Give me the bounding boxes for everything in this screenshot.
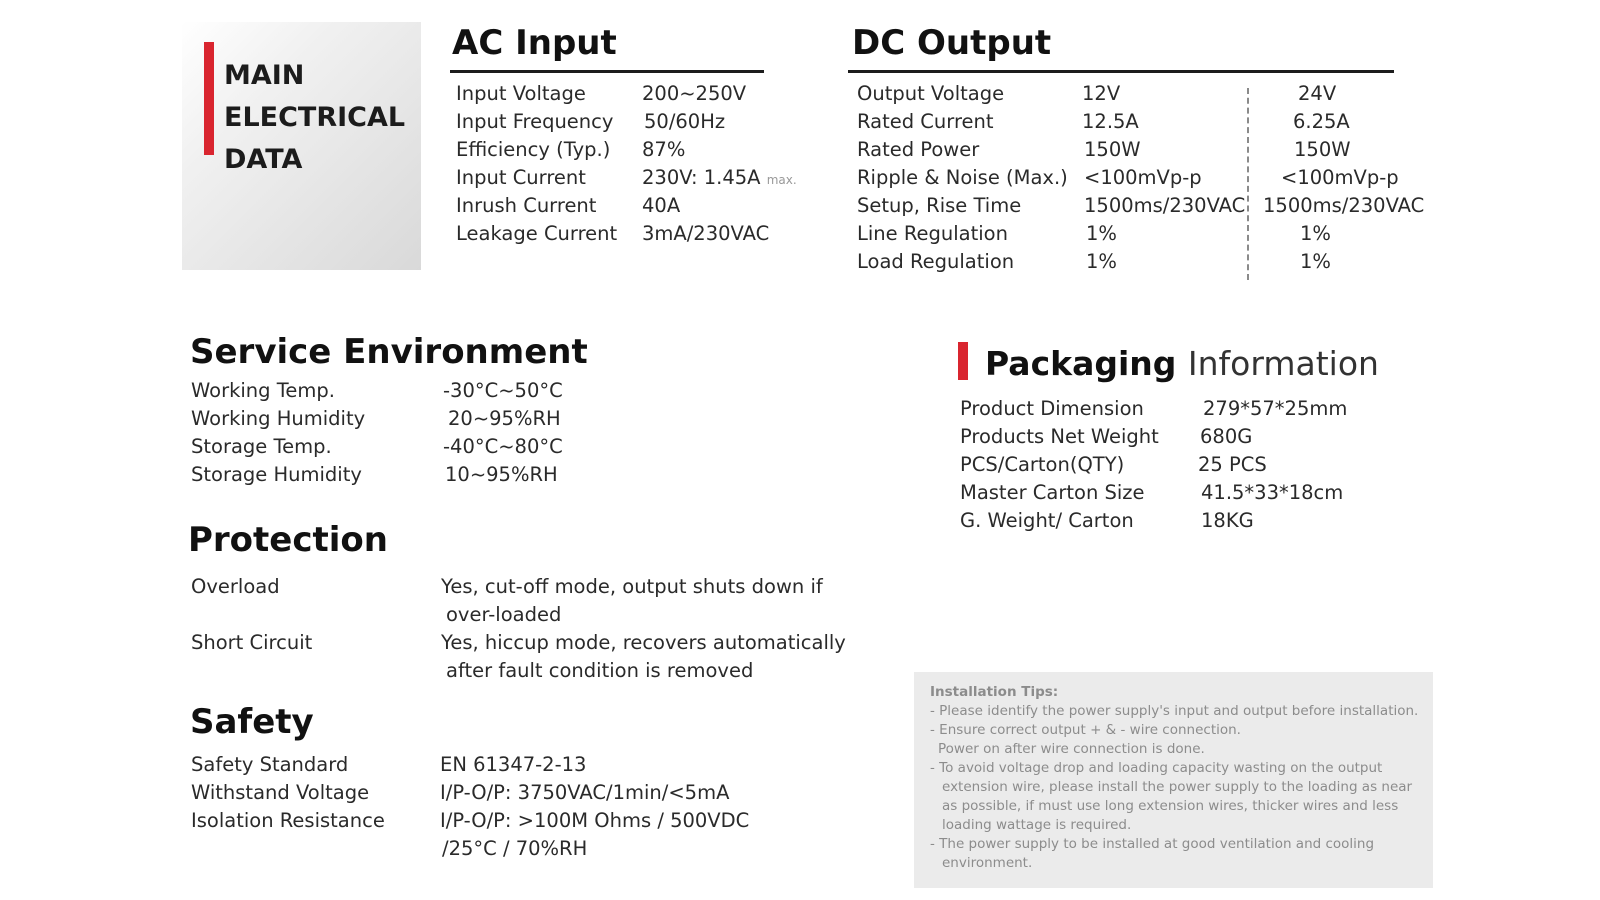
tip-line: - To avoid voltage drop and loading capacity wasting on the output bbox=[930, 760, 1383, 776]
row-value: 680G bbox=[1200, 425, 1253, 448]
tip-line: loading wattage is required. bbox=[942, 817, 1132, 833]
row-value bbox=[642, 168, 797, 188]
tips-title: Installation Tips: bbox=[930, 684, 1059, 700]
row-value: I/P-O/P: 3750VAC/1min/<5mA bbox=[440, 781, 730, 804]
value-12v: 1% bbox=[1086, 222, 1117, 245]
row-value: EN 61347-2-13 bbox=[440, 753, 587, 776]
row-value: after fault condition is removed bbox=[446, 659, 754, 682]
tip-line: - The power supply to be installed at good ventilation and cooling bbox=[930, 836, 1375, 852]
tip-line: - Please identify the power supply's input and output before installation. bbox=[930, 703, 1419, 719]
tip-line: - Ensure correct output + & - wire connection. bbox=[930, 722, 1241, 738]
row-label: Input Frequency bbox=[456, 110, 614, 133]
value-12v: <100mVp-p bbox=[1084, 166, 1202, 189]
packaging-table bbox=[960, 399, 1400, 539]
value-24v: 1500ms/230VAC bbox=[1263, 194, 1425, 217]
row-value: 25 PCS bbox=[1198, 453, 1267, 476]
row-label: Safety Standard bbox=[191, 753, 349, 776]
service-environment-table bbox=[191, 381, 611, 491]
row-label: Rated Current bbox=[857, 110, 994, 133]
ac-input-title: AC Input bbox=[452, 23, 617, 63]
row-label: Setup, Rise Time bbox=[857, 194, 1022, 217]
row-label: Output Voltage bbox=[857, 82, 1005, 105]
row-label: Inrush Current bbox=[456, 194, 597, 217]
row-value: over-loaded bbox=[446, 603, 562, 626]
row-label: Isolation Resistance bbox=[191, 809, 385, 832]
row-value: 3mA/230VAC bbox=[642, 222, 770, 245]
row-label: Line Regulation bbox=[857, 222, 1008, 245]
protection-table bbox=[191, 577, 851, 687]
row-label: Withstand Voltage bbox=[191, 781, 370, 804]
dc-output-table bbox=[857, 84, 1437, 284]
tip-line: as possible, if must use long extension wires, thicker wires and less bbox=[942, 798, 1399, 814]
packaging-title-bold: Packaging bbox=[985, 344, 1177, 383]
tip-line: environment. bbox=[942, 855, 1033, 871]
row-value: 200~250V bbox=[642, 82, 747, 105]
tip-line: extension wire, please install the power supply to the loading as near bbox=[942, 779, 1413, 795]
dc-output-title: DC Output bbox=[852, 23, 1052, 63]
dc-output-rule bbox=[848, 70, 1394, 73]
input-current-value: 230V: 1.45A bbox=[642, 166, 761, 189]
value-24v: 150W bbox=[1294, 138, 1351, 161]
main-box-line: DATA bbox=[224, 144, 303, 175]
row-label: Working Temp. bbox=[191, 379, 335, 402]
value-12v: 12V bbox=[1082, 82, 1121, 105]
ac-input-rule bbox=[450, 70, 764, 73]
row-label: Products Net Weight bbox=[960, 425, 1159, 448]
max-note: max. bbox=[766, 173, 797, 187]
ac-input-table bbox=[456, 84, 816, 254]
value-12v: 150W bbox=[1084, 138, 1141, 161]
main-electrical-data-box bbox=[182, 22, 421, 270]
value-24v: 1% bbox=[1300, 250, 1331, 273]
tip-line: Power on after wire connection is done. bbox=[938, 741, 1205, 757]
row-label: Storage Temp. bbox=[191, 435, 332, 458]
row-value: Yes, hiccup mode, recovers automatically bbox=[441, 631, 846, 654]
row-label: Leakage Current bbox=[456, 222, 618, 245]
value-24v: 6.25A bbox=[1293, 110, 1350, 133]
row-value: 279*57*25mm bbox=[1203, 397, 1348, 420]
row-label: Working Humidity bbox=[191, 407, 366, 430]
row-label: Input Voltage bbox=[456, 82, 586, 105]
accent-bar bbox=[204, 42, 214, 155]
row-value: I/P-O/P: >100M Ohms / 500VDC bbox=[440, 809, 750, 832]
row-value: 87% bbox=[642, 138, 686, 161]
row-value: 18KG bbox=[1201, 509, 1254, 532]
row-value: 40A bbox=[642, 194, 681, 217]
row-label: Storage Humidity bbox=[191, 463, 362, 486]
value-12v: 12.5A bbox=[1082, 110, 1139, 133]
row-label: Master Carton Size bbox=[960, 481, 1145, 504]
row-value: Yes, cut-off mode, output shuts down if bbox=[441, 575, 823, 598]
value-12v: 1% bbox=[1086, 250, 1117, 273]
value-24v: <100mVp-p bbox=[1281, 166, 1399, 189]
safety-table bbox=[191, 755, 811, 865]
row-value: /25°C / 70%RH bbox=[442, 837, 588, 860]
row-value: -40°C~80°C bbox=[443, 435, 563, 458]
row-value: 10~95%RH bbox=[445, 463, 558, 486]
row-value: -30°C~50°C bbox=[443, 379, 563, 402]
value-12v: 1500ms/230VAC bbox=[1084, 194, 1246, 217]
packaging-title-light: Information bbox=[1187, 344, 1379, 383]
row-label: Ripple & Noise (Max.) bbox=[857, 166, 1068, 189]
row-label: Product Dimension bbox=[960, 397, 1144, 420]
row-value: 41.5*33*18cm bbox=[1201, 481, 1344, 504]
row-label: Overload bbox=[191, 575, 280, 598]
row-label: G. Weight/ Carton bbox=[960, 509, 1134, 532]
row-label: Short Circuit bbox=[191, 631, 313, 654]
row-value: 50/60Hz bbox=[644, 110, 726, 133]
main-box-line: MAIN bbox=[224, 60, 305, 91]
row-value: 20~95%RH bbox=[448, 407, 561, 430]
main-box-line: ELECTRICAL bbox=[224, 102, 406, 133]
value-24v: 1% bbox=[1300, 222, 1331, 245]
row-label: Rated Power bbox=[857, 138, 980, 161]
row-label: Load Regulation bbox=[857, 250, 1015, 273]
protection-title: Protection bbox=[188, 520, 388, 560]
row-label: PCS/Carton(QTY) bbox=[960, 453, 1125, 476]
packaging-title bbox=[985, 344, 1379, 383]
value-24v: 24V bbox=[1298, 82, 1337, 105]
row-label: Input Current bbox=[456, 166, 586, 189]
row-label: Efficiency (Typ.) bbox=[456, 138, 611, 161]
safety-title: Safety bbox=[190, 702, 314, 742]
installation-tips-box bbox=[914, 672, 1433, 888]
service-environment-title: Service Environment bbox=[190, 332, 588, 372]
packaging-accent-bar bbox=[958, 342, 968, 380]
